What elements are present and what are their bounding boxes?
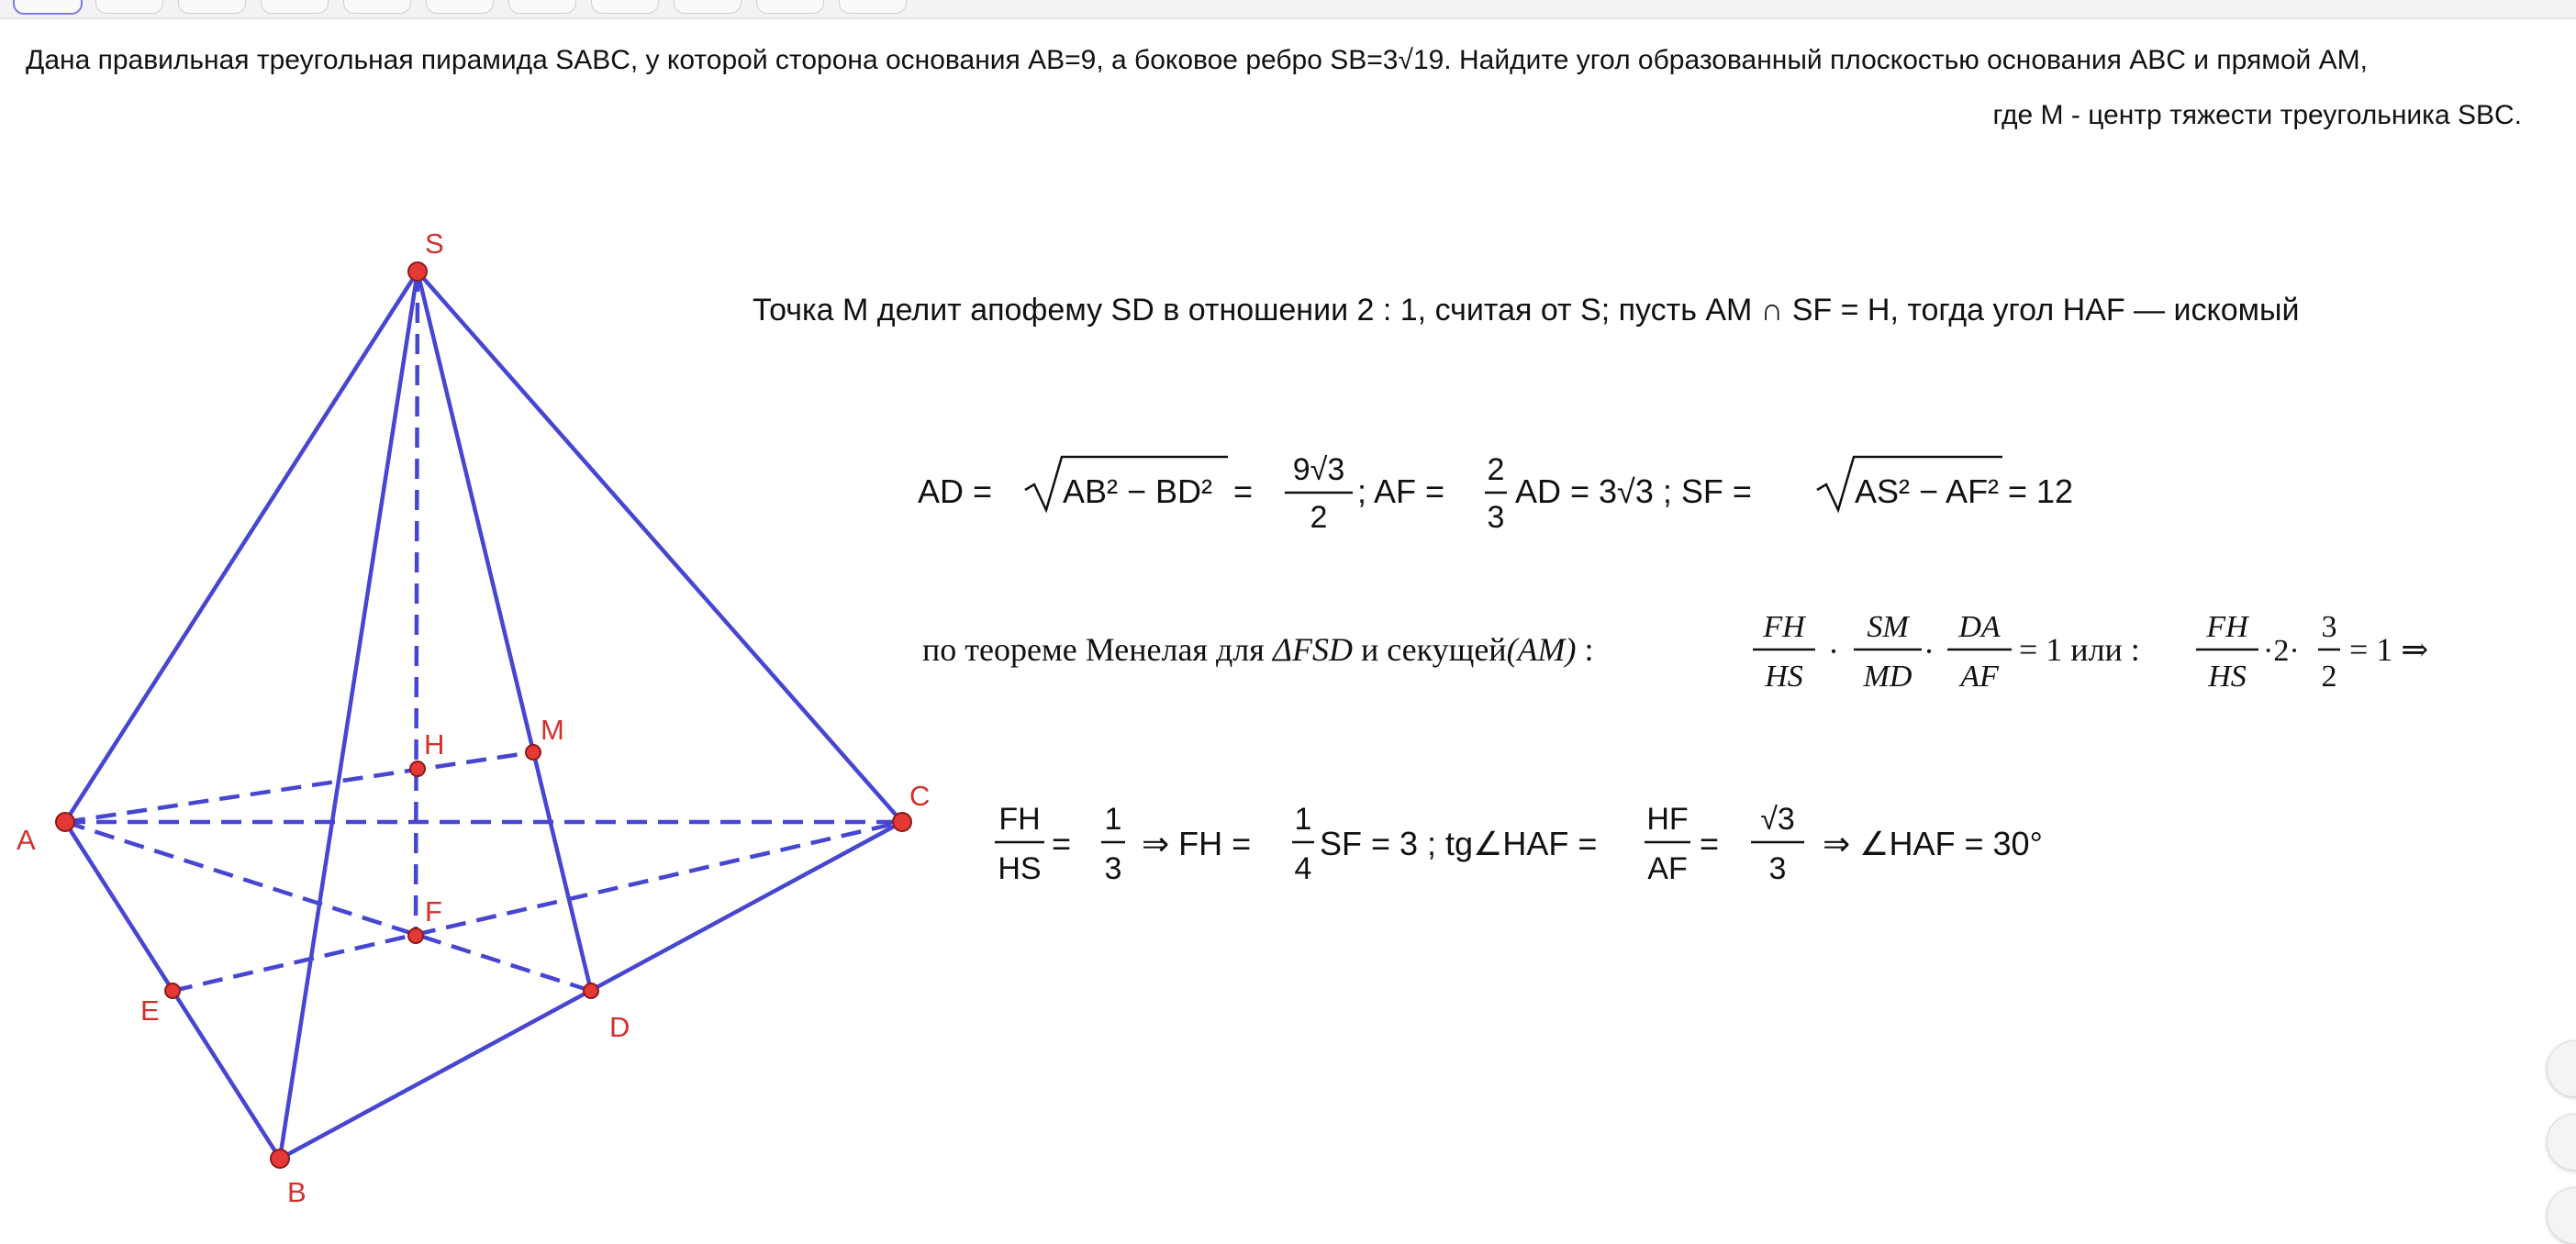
equals-one-implies: = 1 ⇒ <box>2349 631 2429 668</box>
frac-den: MD <box>1863 660 1912 694</box>
frac-num: FH <box>2206 610 2248 644</box>
edge-SA <box>65 272 418 822</box>
menelaus-prefix: по теореме Менелая для ΔFSD и секущей(AM) : <box>922 631 1594 668</box>
label-C: C <box>909 780 931 812</box>
dot: · <box>1828 633 1839 670</box>
label-B: B <box>287 1176 307 1208</box>
frac-num: FH <box>1763 610 1805 644</box>
frac-den: HS <box>998 851 1042 886</box>
equals: = <box>1052 825 1072 862</box>
frac-den: HS <box>1765 660 1803 694</box>
dot: · <box>1924 633 1935 670</box>
sf-tg: SF = 3 ; tg∠HAF = <box>1320 825 1598 862</box>
frac-den: 4 <box>1294 851 1312 886</box>
point-C <box>893 813 911 831</box>
point-M <box>526 745 541 760</box>
segment-AM <box>65 752 533 822</box>
frac-num: 2 <box>1487 452 1505 487</box>
label-M: M <box>541 714 564 746</box>
frac-num: 1 <box>1104 802 1122 837</box>
radicand-1: AB² − BD² <box>1063 472 1213 510</box>
frac-num: 3 <box>2321 610 2337 644</box>
frac-den: HS <box>2208 660 2247 694</box>
frac-den: 3 <box>1768 851 1787 886</box>
point-E <box>165 983 180 998</box>
edge-SD <box>418 272 591 991</box>
frac-den: 2 <box>2321 660 2337 694</box>
edge-SB <box>280 272 418 1159</box>
radicand-2: AS² − AF² <box>1855 472 2000 510</box>
frac-den: 3 <box>1487 500 1505 535</box>
frac-num: FH <box>998 802 1041 837</box>
segment-EC <box>173 822 902 991</box>
label-D: D <box>609 1011 630 1043</box>
point-D <box>584 983 598 998</box>
frac-num: HF <box>1646 802 1689 837</box>
frac-den: AF <box>1960 660 1999 694</box>
frac-den: 3 <box>1104 851 1122 886</box>
point-H <box>410 761 425 776</box>
af-rest: AD = 3√3 ; SF = <box>1515 472 1752 510</box>
solution-line-2 <box>918 452 2073 535</box>
implies-fh: ⇒ FH = <box>1142 825 1252 862</box>
point-A <box>56 813 74 831</box>
frac-num: √3 <box>1760 802 1795 837</box>
times-two: ·2· <box>2263 634 2300 668</box>
af-prefix: ; AF = <box>1357 472 1445 510</box>
problem-line-1: Дана правильная треугольная пирамида SABC, у которой сторона основания AB=9, а боковое ребро SB=3√19. Найдите угол образованный плоскостью основания ABC и прямой AM, <box>26 45 2368 75</box>
problem-line-2: где M - центр тяжести треугольника SBC. <box>1992 100 2522 130</box>
label-F: F <box>425 895 442 927</box>
point-B <box>271 1150 289 1168</box>
edge-SC <box>418 272 902 822</box>
frac-den: AF <box>1647 851 1688 886</box>
point-S <box>408 262 427 281</box>
equals: = <box>1233 472 1254 510</box>
point-F <box>408 928 423 943</box>
frac-num: 9√3 <box>1292 452 1345 487</box>
solution-line-4 <box>995 802 2043 886</box>
frac-num: SM <box>1867 610 1909 644</box>
frac-num: DA <box>1958 610 2001 644</box>
label-A: A <box>17 824 36 856</box>
solution-line-3 <box>922 610 2428 694</box>
equals-one-or: = 1 или : <box>2019 631 2140 668</box>
final-result: ⇒ ∠HAF = 30° <box>1823 825 2043 862</box>
label-H: H <box>424 728 445 761</box>
frac-den: 2 <box>1310 500 1328 535</box>
sf-result: = 12 <box>2008 472 2074 510</box>
frac-num: 1 <box>1294 802 1312 837</box>
ad-prefix: AD = <box>918 472 993 510</box>
segment-SF <box>416 272 418 936</box>
label-S: S <box>425 228 444 260</box>
solution-line-1: Точка M делит апофему SD в отношении 2 : 1, считая от S; пусть AM ∩ SF = H, тогда угол HAF — искомый <box>753 293 2300 328</box>
label-E: E <box>140 994 160 1027</box>
equals: = <box>1700 825 1720 862</box>
